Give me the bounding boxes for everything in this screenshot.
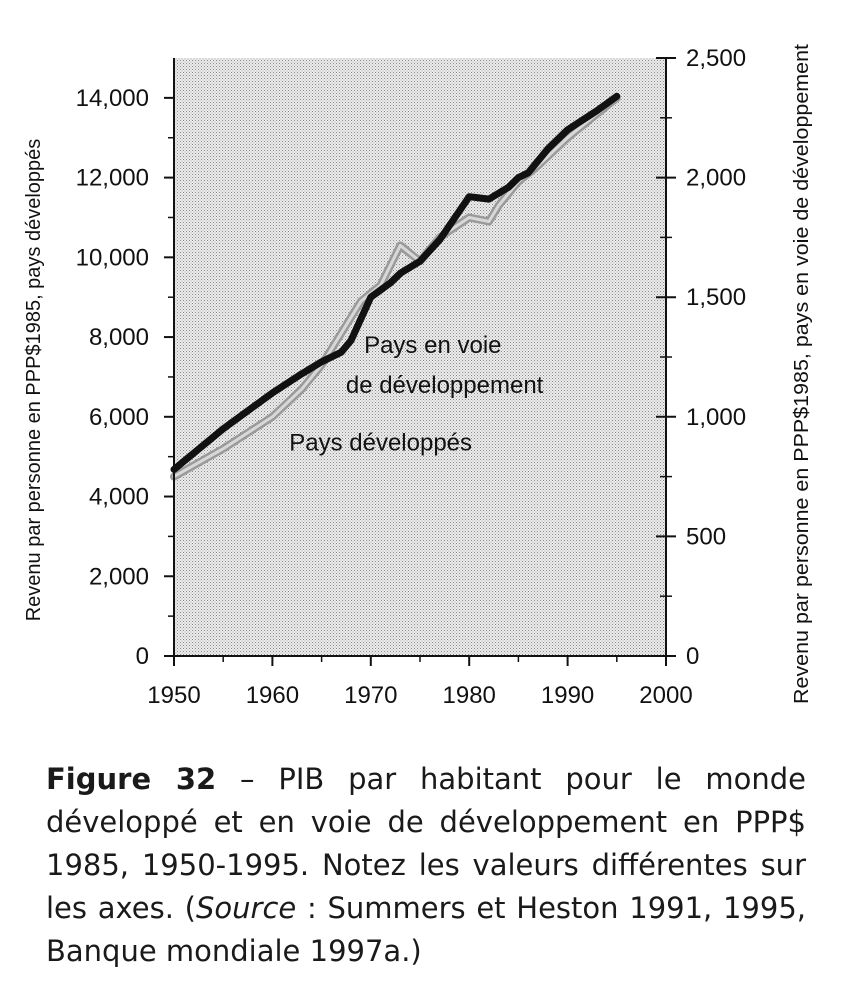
right-ticks (656, 45, 746, 670)
figure-label: Figure 32 (46, 762, 217, 796)
figure-caption (46, 758, 806, 973)
left-tick-label: 8,000 (88, 324, 149, 352)
right-tick-label: 500 (686, 523, 727, 551)
left-tick-label: 0 (135, 643, 149, 670)
right-tick-label: 1,500 (686, 284, 747, 312)
left-tick-label: 2,000 (88, 563, 149, 591)
x-tick-label: 1950 (147, 682, 201, 709)
left-axis-label: Revenu par personne en PPP$1985, pays développés (23, 138, 45, 622)
left-tick-label: 4,000 (88, 483, 149, 511)
x-ticks (147, 656, 692, 709)
caption-text-2: : Summers et Heston 1991, 1995, Banque mondiale 1997a.) (46, 891, 807, 968)
x-tick-label: 2000 (639, 682, 693, 709)
annotation-label: de développement (345, 371, 544, 399)
left-tick-label: 12,000 (75, 164, 149, 192)
x-tick-label: 1990 (540, 682, 595, 709)
right-axis-label: Revenu par personne en PPP$1985, pays en voie de développement (791, 89, 813, 704)
right-tick-label: 1,000 (686, 403, 747, 431)
right-tick-label: 2,000 (686, 164, 747, 192)
right-tick-label: 2,500 (686, 45, 747, 72)
left-tick-label: 6,000 (88, 403, 149, 431)
x-tick-label: 1980 (442, 682, 496, 709)
caption-text-1: – PIB par habitant pour le monde développé et en voie de développement en PPP$ 1985, 1950-1995. Notez les valeurs différentes sur les axes. ( (46, 762, 806, 925)
left-tick-label: 10,000 (75, 244, 149, 272)
annotation-label: Pays développés (289, 429, 473, 457)
right-tick-label: 0 (686, 643, 700, 670)
annotation-label: Pays en voie (364, 332, 502, 360)
x-tick-label: 1960 (245, 682, 300, 709)
caption-source-word: Source (195, 891, 297, 925)
left-tick-label: 14,000 (75, 84, 149, 112)
x-tick-label: 1970 (344, 682, 398, 709)
left-ticks (76, 85, 174, 670)
